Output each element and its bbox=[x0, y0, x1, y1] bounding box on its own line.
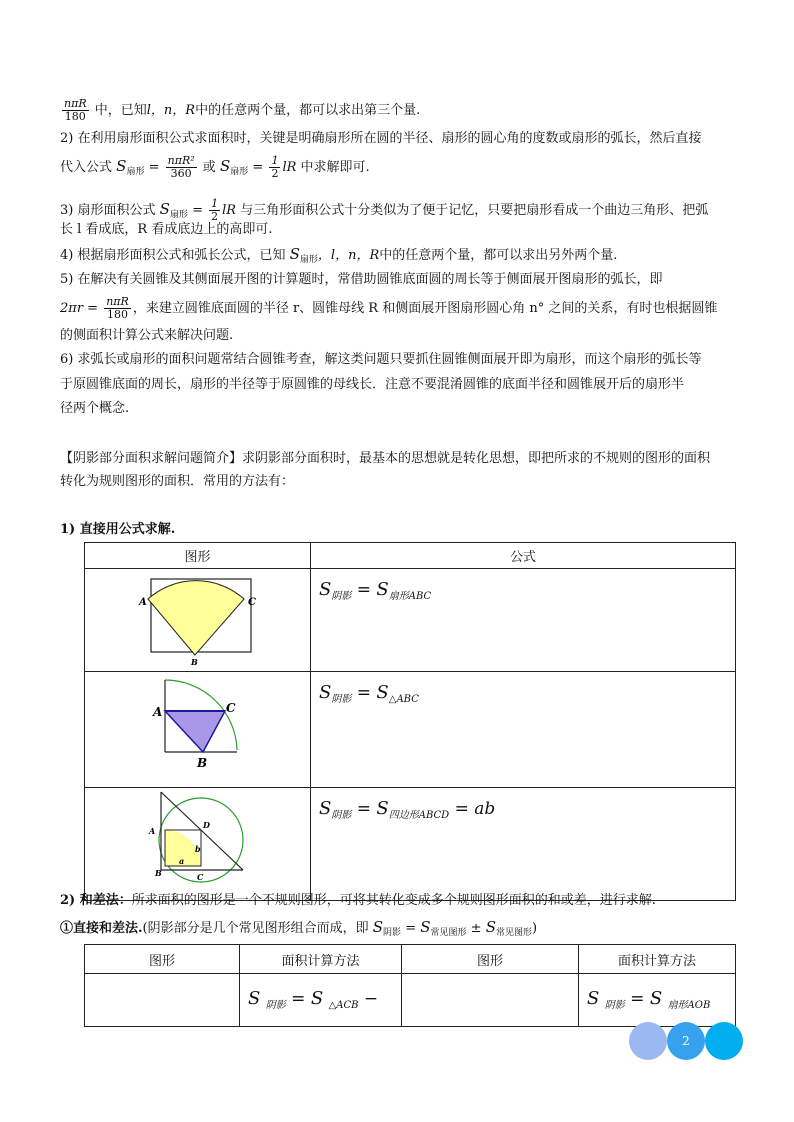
table1-figure-2 bbox=[85, 672, 311, 788]
table2-method-cell-1: S $_{阴影}$ = S $_{\triangle ACB}$ − bbox=[240, 974, 402, 1027]
table1-header-formula: 公式 bbox=[311, 543, 736, 569]
triangle-in-quarter-circle-figure bbox=[85, 672, 310, 783]
line-4: 4) 根据扇形面积公式和弧长公式，已知 $S_{扇形}$，l，n，R中的任意两个量，都可以求出另外两个量. bbox=[60, 245, 618, 265]
fraction-half-2: $\frac{1}{2}$ bbox=[211, 197, 219, 223]
page-number: 2 bbox=[682, 1034, 690, 1048]
table2-header-figure-1: 图形 bbox=[85, 945, 240, 974]
svg-text:B: B bbox=[197, 756, 208, 770]
svg-text:A: A bbox=[139, 597, 147, 608]
table2-header-figure-2: 图形 bbox=[402, 945, 579, 974]
svg-text:C: C bbox=[248, 597, 256, 608]
line-3b: 长 l 看成底，R 看成底边上的高即可. bbox=[60, 222, 273, 237]
svg-text:b: b bbox=[195, 844, 201, 854]
formula-table-2 bbox=[84, 944, 736, 1027]
svg-text:C: C bbox=[226, 701, 236, 715]
page-dot-right bbox=[705, 1022, 743, 1060]
svg-text:C: C bbox=[197, 872, 204, 882]
sector-in-rectangle-figure bbox=[85, 569, 310, 667]
svg-text:A: A bbox=[153, 705, 163, 719]
line-5c: 的侧面积计算公式来解决问题. bbox=[60, 328, 234, 343]
svg-text:a: a bbox=[179, 856, 185, 866]
fraction-npir2-360: $\frac{\text{nπR²}}{360}$ bbox=[167, 154, 195, 180]
line-3a: 3) 扇形面积公式 $S_{扇形}$ = $\frac{1}{2}$ lR 与三角形面积公式十分类似为了便于记忆，只要把扇形看成一个曲边三角形、把弧 bbox=[60, 197, 709, 223]
section-1-heading: 1) 直接用公式求解. bbox=[60, 522, 176, 537]
section-2a-heading: ①直接和差法.(阴影部分是几个常见图形组合而成，即 $S_{阴影} = S_{常见图形} \pm S_{常见图形}$) bbox=[60, 918, 538, 938]
table2-header-method-1: 面积计算方法 bbox=[240, 945, 402, 974]
line-1: $\frac{\text{nπR}}{180}$ 中，已知l，n，R中的任意两个量，都可以求出第三个量. bbox=[64, 97, 421, 123]
svg-text:B: B bbox=[191, 657, 198, 667]
intro-line-1: 【阴影部分面积求解问题简介】求阴影部分面积时，最基本的思想就是转化思想，即把所求的不规则的图形的面积 bbox=[60, 451, 711, 466]
formula-table-1 bbox=[84, 542, 736, 901]
svg-text:D: D bbox=[203, 820, 210, 830]
fraction-npir-180-b: $\frac{\text{nπR}}{180}$ bbox=[106, 295, 129, 321]
table1-header-figure: 图形 bbox=[85, 543, 311, 569]
intro-line-2: 转化为规则图形的面积．常用的方法有： bbox=[60, 474, 295, 489]
line-2b: 代入公式 $S_{扇形}$ = $\frac{\text{nπR²}}{360}$ 或 $S_{扇形}$ = $\frac{1}{2}$ lR 中求解即可. bbox=[60, 154, 370, 180]
line-5b: 2πr = $\frac{\text{nπR}}{180}$ ，来建立圆锥底面圆的半径 r、圆锥母线 R 和侧面展开图扇形圆心角 n° 之间的关系，有时也根据圆锥 bbox=[60, 295, 718, 321]
table2-method-cell-2: S $_{阴影}$ = S $_{扇形AOB}$ bbox=[579, 974, 736, 1027]
line-6c: 径两个概念. bbox=[60, 401, 130, 416]
fraction-half: $\frac{1}{2}$ bbox=[271, 154, 279, 180]
page-number-badge bbox=[667, 1022, 705, 1060]
table1-formula-3: $S_{阴影} = S_{四边形ABCD}$ = ab bbox=[311, 788, 736, 901]
svg-text:A: A bbox=[149, 826, 156, 836]
table2-figure-cell-1 bbox=[85, 974, 240, 1027]
line-6a: 6) 求弧长或扇形的面积问题常结合圆锥考查，解这类问题只要抓住圆锥侧面展开即为扇形，而这个扇形的弧长等 bbox=[60, 352, 702, 367]
square-circle-triangle-figure bbox=[85, 788, 310, 896]
table1-formula-1: $S_{阴影} = S_{扇形ABC}$ bbox=[311, 569, 736, 672]
section-2-heading: 2) 和差法：所求面积的图形是一个不规则图形，可将其转化变成多个规则图形面积的和或差，进行求解. bbox=[60, 893, 656, 908]
line-5a: 5) 在解决有关圆锥及其侧面展开图的计算题时，常借助圆锥底面圆的周长等于侧面展开图扇形的弧长，即 bbox=[60, 272, 663, 287]
line-6b: 于原圆锥底面的周长，扇形的半径等于原圆锥的母线长．注意不要混淆圆锥的底面半径和圆锥展开后的扇形半 bbox=[60, 377, 685, 392]
table1-figure-1 bbox=[85, 569, 311, 672]
page-dot-left bbox=[629, 1022, 667, 1060]
table2-figure-cell-2 bbox=[402, 974, 579, 1027]
table1-figure-3 bbox=[85, 788, 311, 901]
fraction-npir-180: $\frac{\text{nπR}}{180}$ bbox=[64, 97, 87, 123]
line-2a: 2) 在利用扇形面积公式求面积时，关键是明确扇形所在圆的半径、扇形的圆心角的度数或扇形的弧长，然后直接 bbox=[60, 131, 702, 146]
table2-header-method-2: 面积计算方法 bbox=[579, 945, 736, 974]
table1-formula-2: $S_{阴影} = S_{\triangle ABC}$ bbox=[311, 672, 736, 788]
svg-text:B: B bbox=[155, 868, 162, 878]
